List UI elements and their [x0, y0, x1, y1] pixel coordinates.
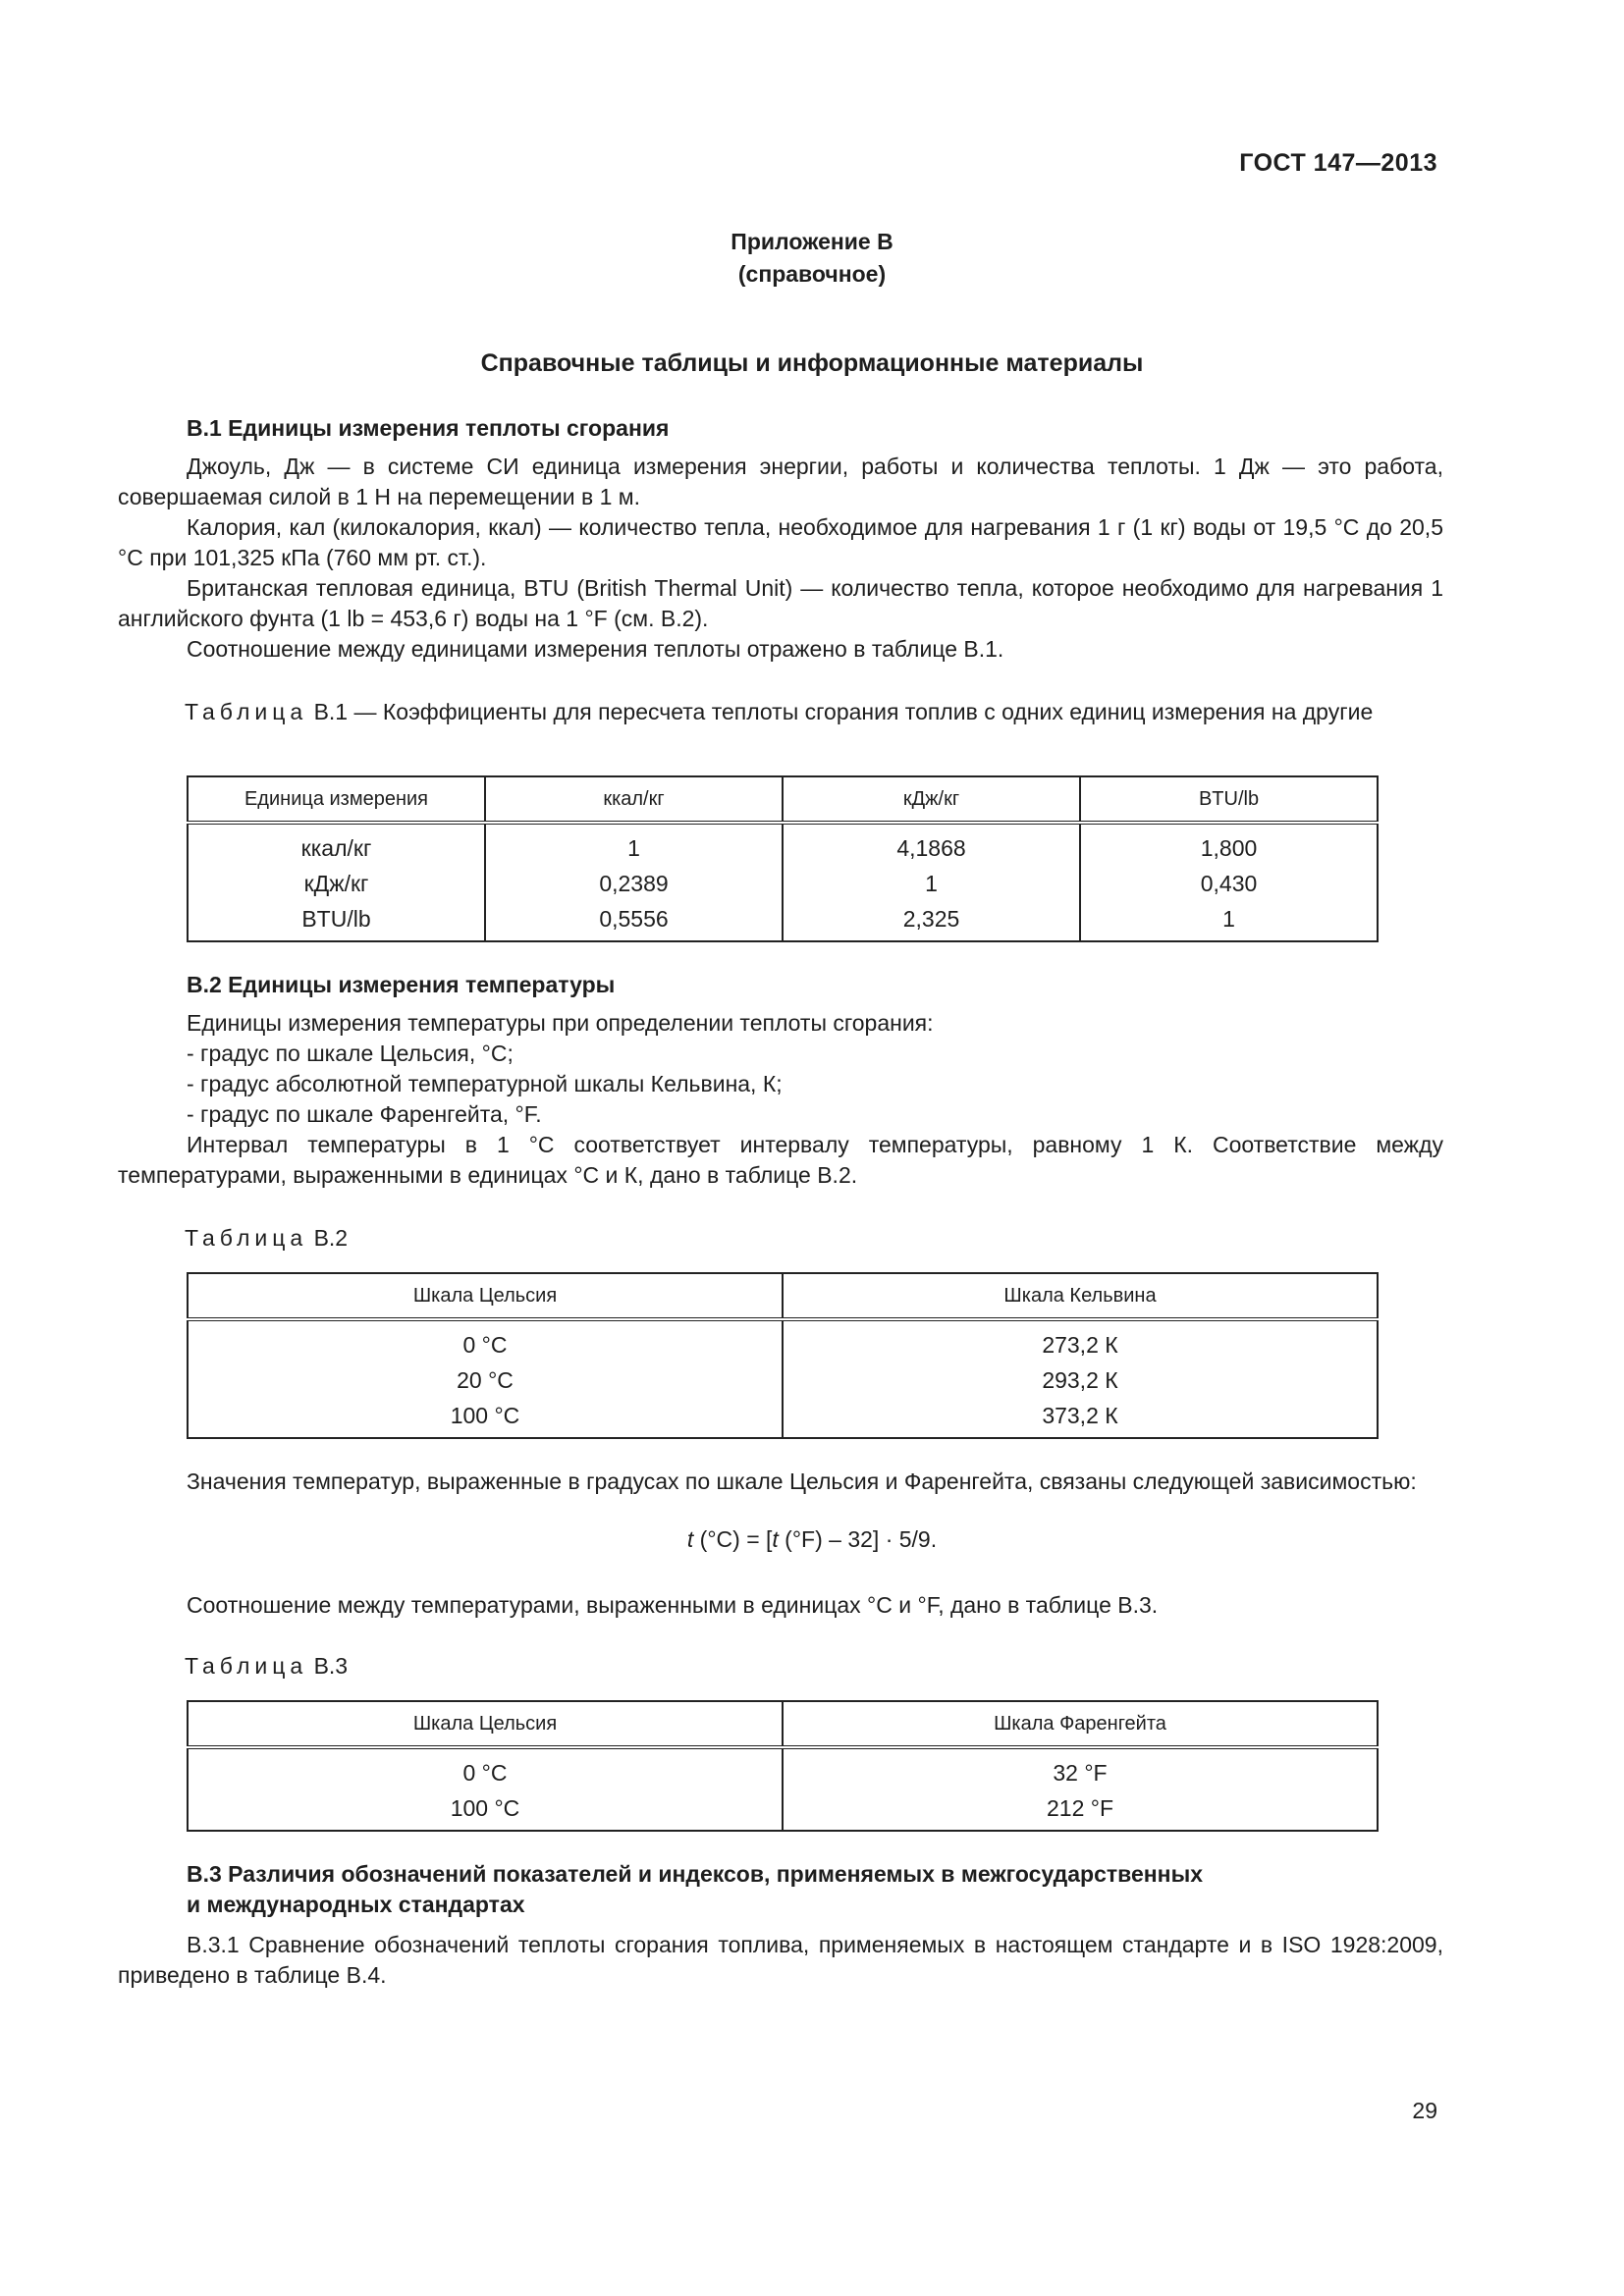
- table-cell: 0,5556: [485, 901, 783, 941]
- paragraph-b3-1: В.3.1 Сравнение обозначений теплоты сгорания топлива, применяемых в настоящем стандарте и в ISO 1928:2009, приведено в таблице В.4.: [118, 1932, 1443, 1988]
- table2-label: Таблица: [185, 1225, 308, 1251]
- section-b3-heading-line: и международных стандартах: [187, 1892, 525, 1917]
- paragraph-table3-ref: Соотношение между температурами, выраженными в единицах °С и °F, дано в таблице В.3.: [187, 1592, 1159, 1618]
- table3-caption: [185, 1651, 1402, 1682]
- section-b3-heading-line: В.3 Различия обозначений показателей и индексов, применяемых в межгосударственных: [187, 1861, 1204, 1887]
- column-header: Шкала Цельсия: [188, 1273, 783, 1319]
- paragraph-celsius-fahrenheit: Значения температур, выраженные в градусах по шкале Цельсия и Фаренгейта, связаны следующей зависимостью:: [187, 1468, 1417, 1494]
- table-row: [188, 1362, 1378, 1398]
- list-item: - градус по шкале Цельсия, °С;: [187, 1041, 514, 1066]
- table-cell: 4,1868: [783, 823, 1080, 866]
- section-b3-heading: [187, 1859, 1203, 1920]
- table1-caption: [185, 697, 1402, 727]
- column-header: Шкала Кельвина: [783, 1273, 1378, 1319]
- page-number: 29: [1412, 2098, 1437, 2123]
- standard-code: ГОСТ 147—2013: [1239, 149, 1437, 177]
- table-cell: BTU/lb: [188, 901, 485, 941]
- table1-caption-text: В.1 — Коэффициенты для пересчета теплоты сгорания топлив с одних единиц измерения на другие: [313, 699, 1374, 724]
- table-cell: 1: [485, 823, 783, 866]
- column-header: Шкала Цельсия: [188, 1701, 783, 1747]
- column-header: кДж/кг: [783, 776, 1080, 823]
- section-b1-heading: В.1 Единицы измерения теплоты сгорания: [187, 415, 670, 441]
- list-item: - градус по шкале Фаренгейта, °F.: [187, 1101, 542, 1127]
- table-cell: 32 °F: [783, 1747, 1378, 1790]
- table-header-row: [188, 1273, 1378, 1319]
- table-cell: 1: [783, 866, 1080, 901]
- paragraph-table1-ref: Соотношение между единицами измерения теплоты отражено в таблице В.1.: [187, 636, 1004, 662]
- table-b2: [187, 1272, 1379, 1439]
- table-b3: [187, 1700, 1379, 1832]
- table-cell: кДж/кг: [188, 866, 485, 901]
- table2-caption: [185, 1223, 1402, 1254]
- table-cell: 0,430: [1080, 866, 1378, 901]
- table-cell: 0,2389: [485, 866, 783, 901]
- paragraph-calorie: Калория, кал (килокалория, ккал) — количество тепла, необходимое для нагревания 1 г (1 кг) воды от 19,5 °С до 20,5 °С при 101,325 кПа (760 мм рт. ст.).: [118, 514, 1443, 570]
- table-row: [188, 1747, 1378, 1790]
- table3-number: В.3: [313, 1653, 349, 1679]
- table-cell: 100 °С: [188, 1398, 783, 1438]
- section-b2-heading: В.2 Единицы измерения температуры: [187, 972, 616, 997]
- table-cell: ккал/кг: [188, 823, 485, 866]
- column-header: Единица измерения: [188, 776, 485, 823]
- main-title: Справочные таблицы и информационные материалы: [480, 349, 1144, 377]
- annex-title: Приложение В: [731, 229, 893, 254]
- annex-subtitle: (справочное): [737, 261, 887, 287]
- paragraph-temperature-units: Единицы измерения температуры при определении теплоты сгорания:: [187, 1010, 934, 1036]
- column-header: ккал/кг: [485, 776, 783, 823]
- table-cell: 293,2 К: [783, 1362, 1378, 1398]
- table-row: [188, 1790, 1378, 1831]
- column-header: Шкала Фаренгейта: [783, 1701, 1378, 1747]
- paragraph-joule: Джоуль, Дж — в системе СИ единица измерения энергии, работы и количества теплоты. 1 Дж — это работа, совершаемая силой в 1 Н на перемещении в 1 м.: [118, 454, 1443, 509]
- table-cell: 0 °С: [188, 1747, 783, 1790]
- table-cell: 100 °С: [188, 1790, 783, 1831]
- formula: t (°С) = [t (°F) – 32] · 5/9.: [686, 1526, 938, 1552]
- annex-heading: [0, 226, 1624, 291]
- table-row: [188, 1319, 1378, 1362]
- paragraph-btu: Британская тепловая единица, BTU (British Thermal Unit) — количество тепла, которое необходимо для нагревания 1 английского фунта (1 lb = 453,6 г) воды на 1 °F (см. В.2).: [118, 575, 1443, 631]
- paragraph-interval: Интервал температуры в 1 °С соответствует интервалу температуры, равному 1 К. Соответствие между температурами, выраженными в единицах °С и К, дано в таблице В.2.: [118, 1132, 1443, 1188]
- table-row: [188, 901, 1378, 941]
- table-row: [188, 823, 1378, 866]
- table2-number: В.2: [313, 1225, 349, 1251]
- table-header-row: [188, 1701, 1378, 1747]
- table-header-row: [188, 776, 1378, 823]
- column-header: BTU/lb: [1080, 776, 1378, 823]
- list-item: - градус абсолютной температурной шкалы Кельвина, К;: [187, 1071, 783, 1096]
- table-cell: 373,2 К: [783, 1398, 1378, 1438]
- table-cell: 1: [1080, 901, 1378, 941]
- table-row: [188, 1398, 1378, 1438]
- table-b1: [187, 775, 1379, 942]
- table-cell: 212 °F: [783, 1790, 1378, 1831]
- table-row: [188, 866, 1378, 901]
- table-cell: 20 °С: [188, 1362, 783, 1398]
- table3-label: Таблица: [185, 1653, 308, 1679]
- table1-label: Таблица: [185, 699, 308, 724]
- table-cell: 1,800: [1080, 823, 1378, 866]
- table-cell: 273,2 К: [783, 1319, 1378, 1362]
- table-cell: 0 °С: [188, 1319, 783, 1362]
- table-cell: 2,325: [783, 901, 1080, 941]
